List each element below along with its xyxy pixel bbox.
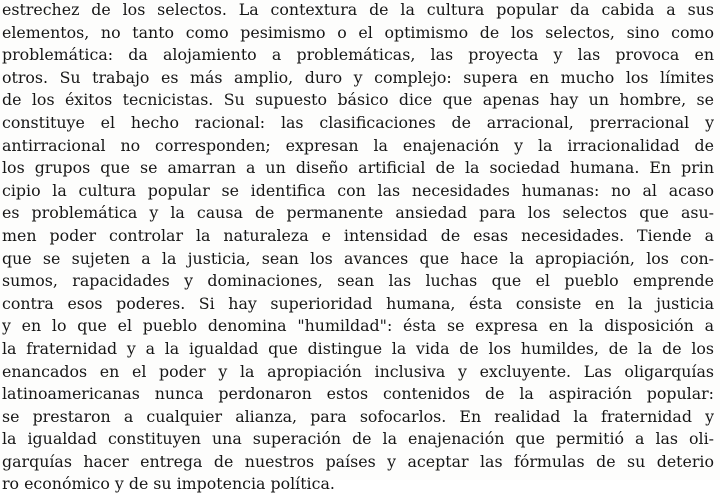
text-line-13: sumos, rapacidades y dominaciones, sean las luchas que el pueblo emprende	[2, 271, 714, 291]
text-line-19: se prestaron a cualquier alianza, para sofocarlos. En realidad la fraternidad y	[2, 406, 714, 426]
text-line-3: problemática: da alojamiento a problemáticas, las proyecta y las provoca en	[2, 45, 714, 65]
text-line-18: latinoamericanas nunca perdonaron estos contenidos de la aspiración popular:	[2, 384, 714, 404]
text-line-12: que se sujeten a la justicia, sean los avances que hace la apropiación, los con-	[2, 248, 714, 268]
text-line-15: y en lo que el pueblo denomina "humildad": ésta se expresa en la disposición a	[2, 316, 714, 336]
text-line-5: de los éxitos tecnicistas. Su supuesto básico dice que apenas hay un hombre, se	[2, 90, 714, 110]
text-line-20: la igualdad constituyen una superación de la enajenación que permitió a las oli-	[2, 429, 714, 449]
text-line-1: estrechez de los selectos. La contextura de la cultura popular da cabida a sus	[2, 0, 714, 19]
text-line-2: elementos, no tanto como pesimismo o el optimismo de los selectos, sino como	[2, 22, 714, 42]
text-line-7: antirracional no corresponden; expresan la enajenación y la irracionalidad de	[2, 135, 714, 155]
text-line-16: la fraternidad y a la igualdad que distingue la vida de los humildes, de la de los	[2, 338, 714, 358]
text-line-10: es problemática y la causa de permanente ansiedad para los selectos que asu-	[2, 203, 714, 223]
text-line-8: los grupos que se amarran a un diseño artificial de la sociedad humana. En prin	[2, 158, 714, 178]
text-line-21: garquías hacer entrega de nuestros países y aceptar las fórmulas de su deterio	[2, 451, 714, 471]
text-line-4: otros. Su trabajo es más amplio, duro y complejo: supera en mucho los límites	[2, 67, 714, 87]
text-line-14: contra esos poderes. Si hay superioridad humana, ésta consiste en la justicia	[2, 293, 714, 313]
text-line-11: men poder controlar la naturaleza e intensidad de esas necesidades. Tiende a	[2, 225, 714, 245]
text-line-22: ro económico y de su impotencia política.	[2, 474, 335, 494]
text-line-6: constituye el hecho racional: las clasificaciones de arracional, prerracional y	[2, 112, 714, 132]
body-text	[2, 0, 714, 496]
text-line-17: enancados en el poder y la apropiación inclusiva y excluyente. Las oligarquías	[2, 361, 714, 381]
text-line-9: cipio la cultura popular se identifica con las necesidades humanas: no al acaso	[2, 180, 714, 200]
